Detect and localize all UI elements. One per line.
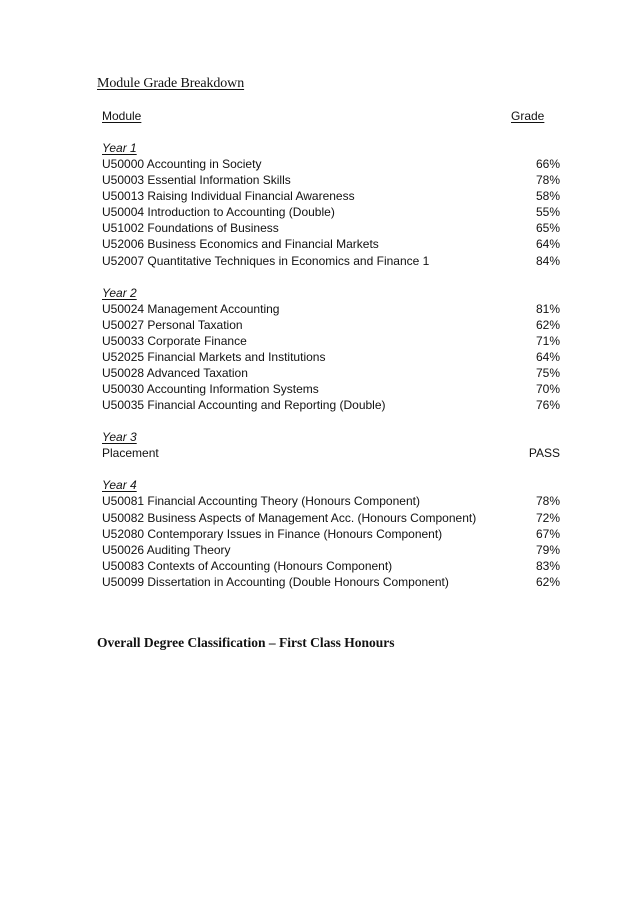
module-row xyxy=(102,365,560,381)
module-grade: 58% xyxy=(535,189,560,204)
module-name: U50083 Contexts of Accounting (Honours Component) xyxy=(102,558,393,573)
module-grade: 81% xyxy=(535,301,560,316)
module-grade: PASS xyxy=(528,446,560,461)
module-name: U50000 Accounting in Society xyxy=(102,157,262,171)
module-name: U50027 Personal Taxation xyxy=(102,317,243,332)
module-row xyxy=(102,220,560,236)
year-heading: Year 4 xyxy=(102,478,137,493)
module-grade: 64% xyxy=(535,349,560,364)
year-heading: Year 2 xyxy=(102,285,137,300)
module-grade: 83% xyxy=(535,558,560,573)
module-row xyxy=(102,381,560,397)
module-row xyxy=(102,317,560,333)
year-heading: Year 1 xyxy=(102,141,137,155)
module-row xyxy=(102,333,560,349)
module-name: U52025 Financial Markets and Institutions xyxy=(102,349,326,364)
year-section xyxy=(102,477,560,590)
module-grade: 78% xyxy=(535,494,560,509)
module-row xyxy=(102,445,560,461)
module-row xyxy=(102,526,560,542)
module-name: U52007 Quantitative Techniques in Economics and Finance 1 xyxy=(102,253,430,268)
module-row xyxy=(102,236,560,252)
module-grade: 65% xyxy=(535,221,560,236)
module-name: U50030 Accounting Information Systems xyxy=(102,382,319,397)
module-name: U52080 Contemporary Issues in Finance (Honours Component) xyxy=(102,526,443,541)
module-grade: 67% xyxy=(535,526,560,541)
module-grade: 70% xyxy=(535,382,560,397)
module-name: U50013 Raising Individual Financial Awareness xyxy=(102,189,355,204)
module-name: Placement xyxy=(102,446,159,461)
module-row xyxy=(102,172,560,188)
year-section xyxy=(102,140,560,269)
year-heading: Year 3 xyxy=(102,430,137,445)
module-row xyxy=(102,397,560,413)
document-title: Module Grade Breakdown xyxy=(97,76,245,91)
grade-column-header: Grade xyxy=(511,109,545,123)
module-row xyxy=(102,301,560,317)
module-name: U50003 Essential Information Skills xyxy=(102,173,291,188)
module-name: U50033 Corporate Finance xyxy=(102,333,247,348)
module-row xyxy=(102,558,560,574)
module-name: U50026 Auditing Theory xyxy=(102,542,231,557)
module-name: U50024 Management Accounting xyxy=(102,301,280,316)
module-row xyxy=(102,204,560,220)
module-grade: 62% xyxy=(535,317,560,332)
module-grade: 78% xyxy=(535,173,560,188)
module-grade: 75% xyxy=(535,366,560,381)
module-name: U50082 Business Aspects of Management Acc. (Honours Component) xyxy=(102,510,477,525)
grade-sections xyxy=(102,140,560,606)
module-row xyxy=(102,253,560,269)
module-row xyxy=(102,574,560,590)
module-grade: 76% xyxy=(535,398,560,413)
module-row xyxy=(102,542,560,558)
module-name: U50035 Financial Accounting and Reporting (Double) xyxy=(102,398,386,413)
year-section xyxy=(102,285,560,414)
module-row xyxy=(102,510,560,526)
module-name: U51002 Foundations of Business xyxy=(102,221,279,236)
degree-classification: Overall Degree Classification – First Class Honours xyxy=(97,635,395,650)
module-column-header: Module xyxy=(102,109,142,123)
module-grade: 62% xyxy=(535,574,560,589)
module-name: U50081 Financial Accounting Theory (Honours Component) xyxy=(102,494,420,509)
module-name: U50099 Dissertation in Accounting (Double Honours Component) xyxy=(102,574,449,589)
module-row xyxy=(102,188,560,204)
module-grade: 55% xyxy=(535,205,560,220)
module-grade: 64% xyxy=(535,237,560,252)
module-row xyxy=(102,156,560,172)
module-grade: 84% xyxy=(535,253,560,268)
module-grade: 66% xyxy=(535,157,560,171)
module-name: U52006 Business Economics and Financial Markets xyxy=(102,237,379,252)
module-row xyxy=(102,349,560,365)
module-grade: 71% xyxy=(535,333,560,348)
module-grade: 79% xyxy=(535,542,560,557)
year-section xyxy=(102,429,560,461)
module-grade: 72% xyxy=(535,510,560,525)
module-name: U50028 Advanced Taxation xyxy=(102,366,248,381)
module-row xyxy=(102,493,560,509)
module-name: U50004 Introduction to Accounting (Double) xyxy=(102,205,335,220)
